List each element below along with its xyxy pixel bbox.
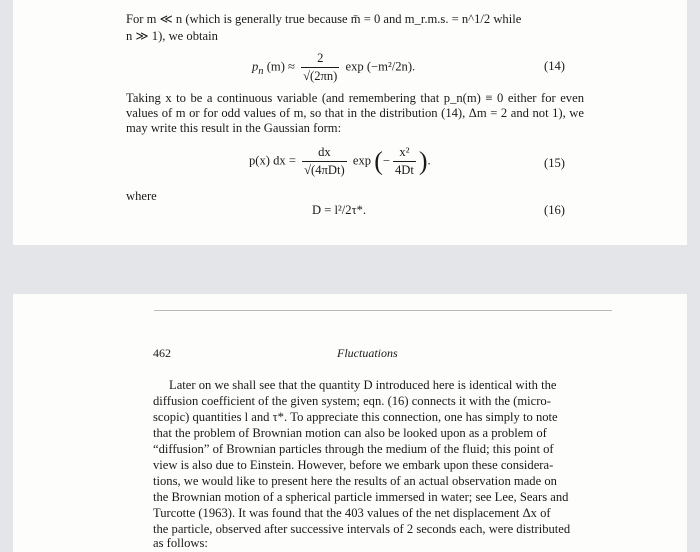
header-rule — [154, 310, 612, 311]
body-line-8: the Brownian motion of a spherical particle immersed in water; see Lee, Sears and — [153, 490, 569, 504]
eq14-denominator: √(2πn) — [303, 69, 338, 83]
equation-number-14: (14) — [544, 59, 565, 73]
body-line-2: diffusion coefficient of the given system; eqn. (16) connects it with the (micro- — [153, 394, 551, 408]
eq15-denominator: √(4πDt) — [304, 163, 345, 177]
eq14-lhs: p — [252, 59, 259, 74]
body-line-10: the particle, observed after successive intervals of 2 seconds each, were distributed — [153, 522, 571, 536]
equation-number-16: (16) — [544, 203, 565, 217]
eq14-lhs-arg: (m) ≈ — [266, 59, 295, 74]
eq14-numerator: 2 — [317, 51, 324, 65]
eq15-inner-numerator: x² — [399, 145, 410, 159]
eq14-fraction — [301, 51, 339, 84]
equation-number-15: (15) — [544, 156, 565, 170]
body-line-11: as follows: — [153, 536, 208, 550]
equation-14 — [252, 51, 415, 84]
page-number: 462 — [153, 346, 171, 360]
eq15-lhs: p(x) dx = — [249, 153, 296, 168]
eq15-close-paren: ) — [418, 146, 428, 176]
eq15-inner-fraction — [393, 145, 416, 178]
eq14-lhs-sub: n — [258, 65, 264, 77]
eq15-open-paren: ( — [374, 146, 383, 176]
text-line-1: For m ≪ n (which is generally true because m̄ = 0 and m_r.m.s. = n^1/2 while — [126, 12, 522, 26]
eq15-inner-denominator: 4Dt — [394, 163, 414, 177]
body-line-5: “diffusion” of Brownian particles through the medium of the fluid; this point of — [153, 442, 554, 456]
page-bottom — [13, 294, 687, 552]
equation-15: p(x) dx = $\frac{dx}{\text{√(4πDt)}}$ exp (− $\frac{\text{x²}}{4Dt}$ ). — [249, 145, 431, 177]
body-line-4: that the problem of Brownian motion can also be looked upon as a problem of — [153, 426, 547, 440]
body-line-3: scopic) quantities l and τ*. To appreciate this connection, one has simply to note — [153, 410, 558, 424]
page-top — [13, 0, 687, 245]
eq14-rhs: exp (−m²/2n). — [345, 59, 416, 74]
equation-16: D = l²/2τ*. — [312, 203, 367, 217]
body-line-1: Later on we shall see that the quantity D introduced here is identical with the — [169, 378, 557, 392]
paragraph-gaussian: Taking x to be a continuous variable (and remembering that p_n(m) ≡ 0 either for even values of m or for odd values of m, so that in the distribution (14), Δm = 2 and not 1), we may write this result in the Gaussian form: — [126, 91, 584, 135]
where-label: where — [126, 189, 157, 203]
eq15-fraction — [302, 145, 347, 178]
text-line-2: n ≫ 1), we obtain — [126, 29, 218, 43]
eq15-exp: exp — [352, 153, 372, 168]
eq15-numerator: dx — [318, 145, 331, 159]
body-line-6: view is also due to Einstein. However, before we embark upon these considera- — [153, 458, 554, 472]
body-line-9: Turcotte (1963). It was found that the 403 values of the net displacement Δx of — [153, 506, 551, 520]
running-head: Fluctuations — [337, 346, 398, 360]
body-line-7: tions, we would like to present here the results of an actual observation made on — [153, 474, 557, 488]
